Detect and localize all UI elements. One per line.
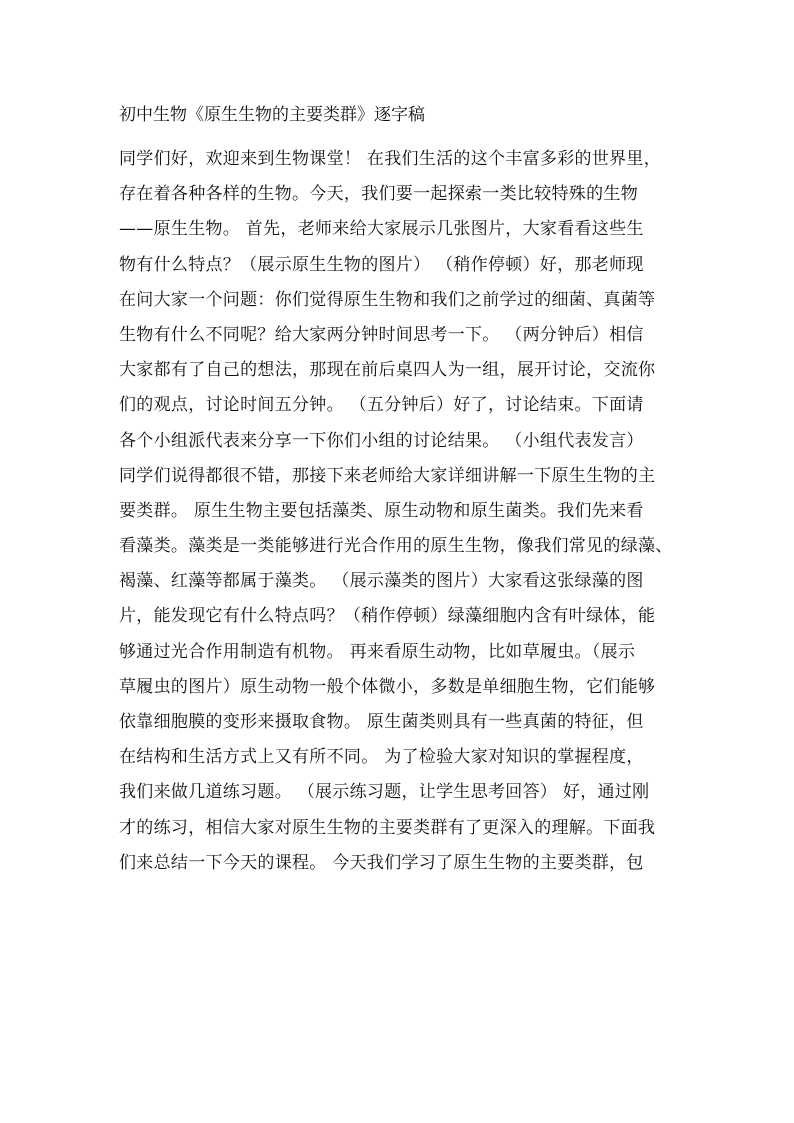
body-line: 片，能发现它有什么特点吗？（稍作停顿）绿藻细胞内含有叶绿体，能 xyxy=(119,606,656,627)
body-line: 我们来做几道练习题。 （展示练习题，让学生思考回答） 好，通过刚 xyxy=(119,782,650,803)
body-line: 们来总结一下今天的课程。 今天我们学习了原生生物的主要类群，包 xyxy=(119,852,644,873)
document-body xyxy=(119,147,689,886)
body-line: 各个小组派代表来分享一下你们小组的讨论结果。 （小组代表发言） xyxy=(119,430,644,451)
body-line: 同学们好，欢迎来到生物课堂！ 在我们生活的这个丰富多彩的世界里， xyxy=(119,149,662,169)
body-line: 在结构和生活方式上又有所不同。 为了检验大家对知识的掌握程度， xyxy=(119,747,644,768)
body-line: 存在着各种各样的生物。今天，我们要一起探索一类比较特殊的生物 xyxy=(119,184,638,205)
body-line: 生物有什么不同呢？给大家两分钟时间思考一下。 （两分钟后）相信 xyxy=(119,324,644,345)
body-line: 物有什么特点？（展示原生生物的图片） （稍作停顿）好，那老师现 xyxy=(119,254,644,275)
body-line: 们的观点，讨论时间五分钟。 （五分钟后）好了，讨论结束。下面请 xyxy=(119,395,644,416)
body-line: 才的练习，相信大家对原生生物的主要类群有了更深入的理解。下面我 xyxy=(119,817,656,838)
body-line: 够通过光合作用制造有机物。 再来看原生动物，比如草履虫。（展示 xyxy=(119,641,636,662)
body-line: 大家都有了自己的想法，那现在前后桌四人为一组，展开讨论，交流你 xyxy=(119,360,656,381)
body-line: 要类群。 原生生物主要包括藻类、原生动物和原生菌类。我们先来看 xyxy=(119,500,644,521)
body-line: 同学们说得都很不错，那接下来老师给大家详细讲解一下原生生物的主 xyxy=(119,465,656,486)
body-line: 依靠细胞膜的变形来摄取食物。 原生菌类则具有一些真菌的特征，但 xyxy=(119,712,644,732)
body-line: 褐藻、红藻等都属于藻类。 （展示藻类的图片）大家看这张绿藻的图 xyxy=(119,571,644,592)
document-title: 初中生物《原生生物的主要类群》逐字稿 xyxy=(119,105,425,125)
body-line: 看藻类。藻类是一类能够进行光合作用的原生生物，像我们常见的绿藻、 xyxy=(119,536,673,557)
body-line: 在问大家一个问题：你们觉得原生生物和我们之前学过的细菌、真菌等 xyxy=(119,289,656,310)
body-line: ——原生生物。 首先，老师来给大家展示几张图片，大家看看这些生 xyxy=(119,219,644,240)
body-line: 草履虫的图片）原生动物一般个体微小，多数是单细胞生物，它们能够 xyxy=(119,676,656,697)
